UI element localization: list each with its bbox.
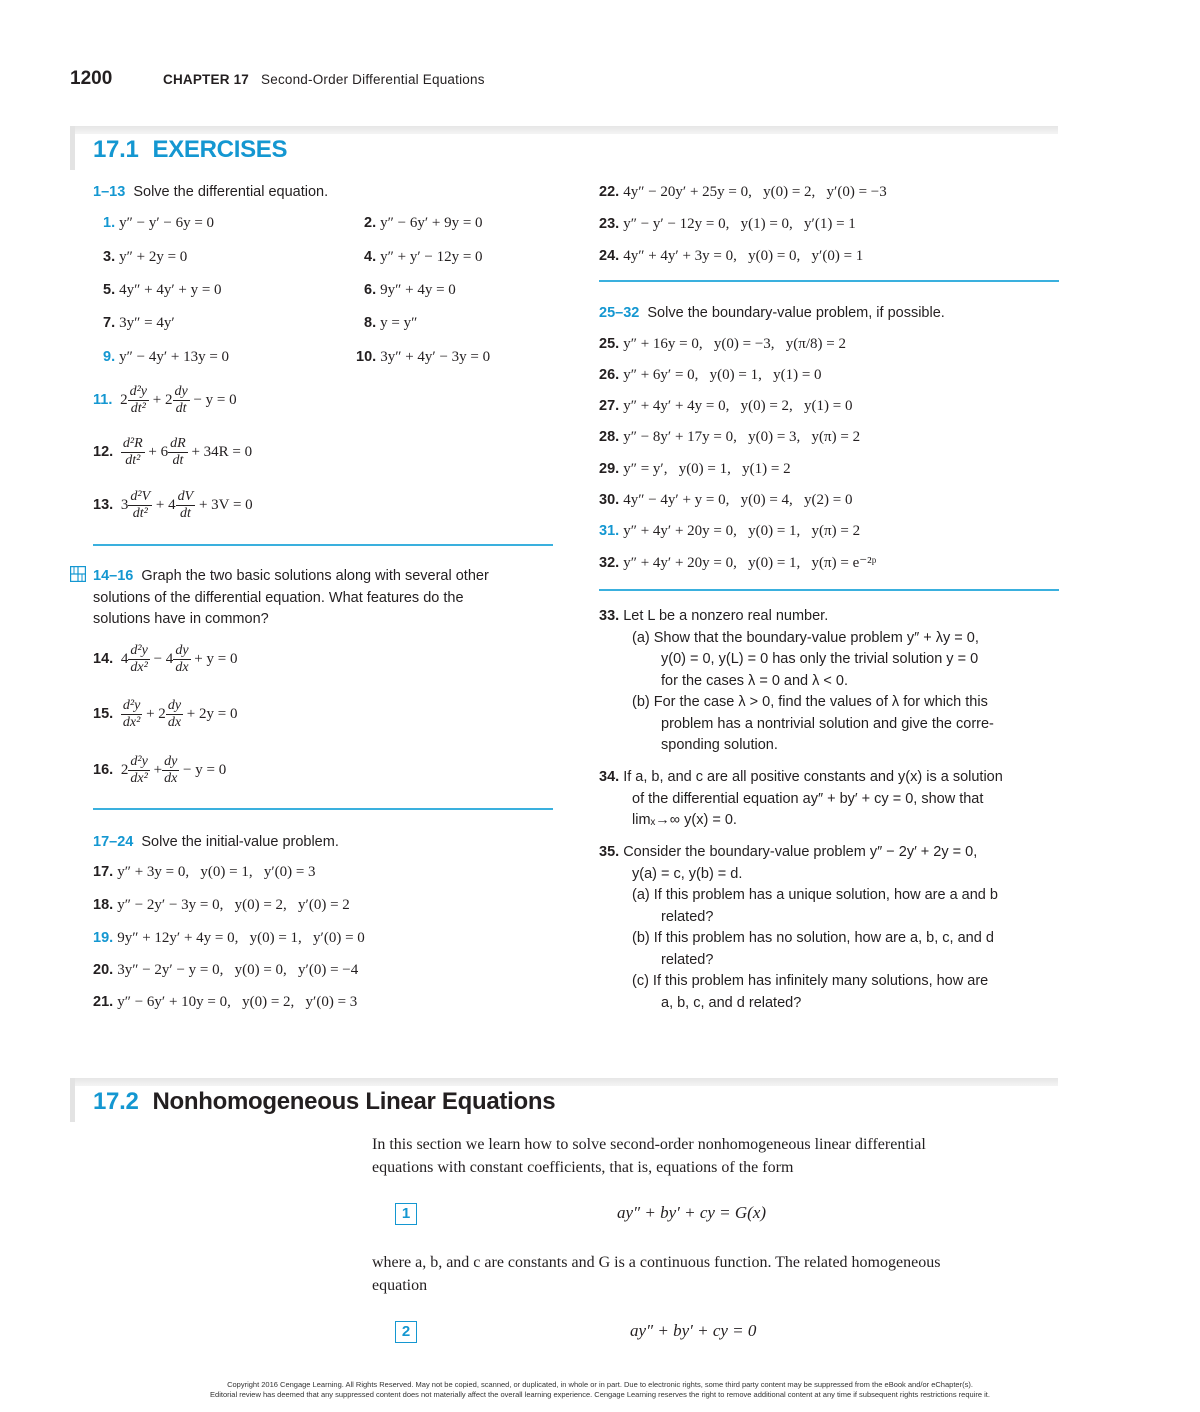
exercise-equation: y = y″ <box>380 315 418 331</box>
exercise-equation: 4y″ + 4y′ + y = 0 <box>119 282 222 298</box>
exercise-item <box>599 522 860 540</box>
instruction-text: Solve the differential equation. <box>133 184 329 200</box>
section-paragraph <box>372 1251 940 1297</box>
exercise-line: (b) If this problem has no solution, how are a, b, c, and d <box>632 930 994 946</box>
denominator: dt² <box>132 506 148 521</box>
exercise-16 <box>93 754 226 787</box>
exercise-number: 30. <box>599 492 620 508</box>
range-label: 14–16 <box>93 568 134 584</box>
exercise-item <box>103 348 229 366</box>
denominator: dx² <box>122 715 141 730</box>
divider <box>599 280 1059 282</box>
exercise-number: 2. <box>364 215 377 231</box>
exercise-equation: y″ − 6y′ + 10y = 0, y(0) = 2, y′(0) = 3 <box>117 994 358 1010</box>
exercise-number: 28. <box>599 429 620 445</box>
exercise-number: 26. <box>599 367 620 383</box>
denominator: dt <box>175 401 187 416</box>
exercise-line-first <box>599 843 977 861</box>
exercise-13 <box>93 489 253 522</box>
fraction <box>121 436 145 469</box>
numerator: d²R <box>122 436 143 451</box>
exercise-item <box>364 314 417 332</box>
fraction <box>128 754 149 787</box>
exercise-number: 33. <box>599 608 620 624</box>
exercise-equation: 3y″ + 4y′ − 3y = 0 <box>380 349 491 365</box>
exercise-number: 34. <box>599 769 620 785</box>
exercise-line: (c) If this problem has infinitely many solutions, how are <box>632 973 989 989</box>
exercise-number: 27. <box>599 398 620 414</box>
exercise-item <box>93 863 316 881</box>
page-number: 1200 <box>70 68 113 89</box>
numerator: d²y <box>122 698 141 713</box>
fraction <box>173 384 190 417</box>
range-label: 1–13 <box>93 184 126 200</box>
exercise-number: 12. <box>93 443 114 460</box>
fraction <box>121 698 142 731</box>
chapter-label: CHAPTER 17 <box>163 72 250 87</box>
exercise-equation: y″ + 4y′ + 20y = 0, y(0) = 1, y(π) = e⁻²ᵖ <box>623 555 877 571</box>
exercise-equation: y″ + 2y = 0 <box>119 249 188 265</box>
numerator: dy <box>167 698 182 713</box>
paragraph-line: In this section we learn how to solve second-order nonhomogeneous linear differential <box>372 1136 926 1153</box>
exercise-number: 25. <box>599 336 620 352</box>
exercise-item <box>599 335 846 353</box>
divider <box>93 808 553 810</box>
equation-label-1: 1 <box>395 1203 417 1225</box>
exercise-number: 17. <box>93 864 114 880</box>
exercise-text: If a, b, and c are all positive constants and y(x) is a solution <box>619 769 1003 785</box>
equation-label-2: 2 <box>395 1321 417 1343</box>
running-header <box>163 72 485 87</box>
exercise-equation: y″ − y′ − 12y = 0, y(1) = 0, y′(1) = 1 <box>623 216 856 232</box>
exercise-item <box>599 183 887 201</box>
exercise-item <box>93 929 365 947</box>
section-band-edge <box>70 1078 75 1122</box>
numerator: dV <box>177 489 194 504</box>
denominator: dx² <box>130 771 148 786</box>
copyright-notice <box>0 1380 1200 1400</box>
equation-rest: − y = 0 <box>193 391 237 408</box>
exercise-item <box>103 281 222 299</box>
numerator: d²y <box>130 643 148 658</box>
exercise-item <box>356 348 490 366</box>
numerator: dR <box>170 436 186 451</box>
graphing-device-icon <box>70 566 86 582</box>
denominator: dt² <box>130 401 146 416</box>
exercise-number: 8. <box>364 315 377 331</box>
fraction <box>168 436 188 469</box>
exercise-line: (b) For the case λ > 0, find the values of λ for which this <box>632 694 988 710</box>
equation-rest: + y = 0 <box>194 650 238 667</box>
denominator: dx <box>167 715 182 730</box>
exercise-item <box>364 214 483 232</box>
section-band-edge <box>70 126 75 170</box>
exercise-line: sponding solution. <box>661 737 778 753</box>
exercise-number: 7. <box>103 315 116 331</box>
range-label: 25–32 <box>599 305 640 321</box>
exercise-line-first <box>599 607 828 625</box>
operator: + 4 <box>155 496 176 513</box>
exercise-number: 29. <box>599 461 620 477</box>
exercise-equation: y″ − 4y′ + 13y = 0 <box>119 349 230 365</box>
exercise-number: 13. <box>93 496 114 513</box>
operator: + 2 <box>152 391 173 408</box>
instruction-1-13 <box>93 183 328 201</box>
exercise-equation: y″ − y′ − 6y = 0 <box>119 215 215 231</box>
exercise-equation: 4y″ − 20y′ + 25y = 0, y(0) = 2, y′(0) = −3 <box>623 184 887 200</box>
exercise-number: 6. <box>364 282 377 298</box>
equation-rest: + 34R = 0 <box>191 443 253 460</box>
exercise-number: 1. <box>103 215 116 231</box>
exercise-item <box>103 214 214 232</box>
exercise-number: 16. <box>93 761 114 778</box>
exercise-12 <box>93 436 252 469</box>
equation-rest: + 2y = 0 <box>186 705 238 722</box>
exercise-text: Let L be a nonzero real number. <box>619 608 829 624</box>
instruction-25-32 <box>599 304 945 322</box>
chapter-title: Second-Order Differential Equations <box>261 72 485 87</box>
exercises-number: 17.1 <box>93 136 139 163</box>
divider <box>599 589 1059 591</box>
exercise-item <box>599 460 791 478</box>
denominator: dx <box>164 771 178 786</box>
fraction <box>176 489 196 522</box>
coef: 2 <box>120 391 128 408</box>
exercise-item <box>364 248 483 266</box>
instruction-line: solutions have in common? <box>93 611 269 627</box>
exercise-line: for the cases λ = 0 and λ < 0. <box>661 672 848 689</box>
display-equation-2: ay″ + by′ + cy = 0 <box>630 1321 757 1340</box>
exercise-line: limₓ→∞ y(x) = 0. <box>632 812 737 828</box>
exercise-item <box>103 314 175 332</box>
operator: − 4 <box>153 650 174 667</box>
exercise-number: 4. <box>364 249 377 265</box>
exercise-number: 10. <box>356 349 377 365</box>
operator: + 2 <box>146 705 166 722</box>
exercise-equation: 4y″ + 4y′ + 3y = 0, y(0) = 0, y′(0) = 1 <box>623 248 864 264</box>
section-number: 17.2 <box>93 1088 139 1115</box>
copyright-line: Editorial review has deemed that any suppressed content does not materially affect the overall learning experience. Cengage Learning reserves the right to remove additional content at any time if subsequent rights restrictions require it. <box>210 1390 990 1399</box>
exercise-number: 23. <box>599 216 620 232</box>
numerator: d²y <box>130 754 148 769</box>
exercise-equation: y″ − 2y′ − 3y = 0, y(0) = 2, y′(0) = 2 <box>117 897 350 913</box>
exercise-line-first <box>599 768 1003 786</box>
exercise-number: 21. <box>93 994 114 1010</box>
instruction-17-24 <box>93 833 339 851</box>
exercise-number: 32. <box>599 555 620 571</box>
fraction <box>128 489 152 522</box>
exercise-equation: y″ + 16y = 0, y(0) = −3, y(π/8) = 2 <box>623 336 846 352</box>
fraction <box>173 643 190 676</box>
exercise-item <box>599 215 856 233</box>
exercise-equation: 4y″ − 4y′ + y = 0, y(0) = 4, y(2) = 0 <box>623 492 853 508</box>
exercise-item <box>103 248 187 266</box>
paragraph-line: equations with constant coefficients, that is, equations of the form <box>372 1159 794 1176</box>
exercise-equation: y″ + 3y = 0, y(0) = 1, y′(0) = 3 <box>117 864 316 880</box>
equation-rest: − y = 0 <box>183 761 227 778</box>
exercise-item <box>93 993 357 1011</box>
exercise-equation: y″ + y′ − 12y = 0 <box>380 249 483 265</box>
exercise-line: (a) If this problem has a unique solution, how are a and b <box>632 887 998 903</box>
section-17-2-title <box>93 1088 555 1116</box>
exercise-equation: y″ − 6y′ + 9y = 0 <box>380 215 483 231</box>
exercise-line: problem has a nontrivial solution and give the corre- <box>661 715 994 732</box>
exercise-line: related? <box>661 908 714 925</box>
exercise-number: 22. <box>599 184 620 200</box>
denominator: dx <box>175 660 189 675</box>
section-band <box>70 126 1058 134</box>
exercise-number: 9. <box>103 349 116 365</box>
exercise-item <box>93 896 350 914</box>
exercise-number: 11. <box>93 391 113 408</box>
exercise-15 <box>93 698 237 731</box>
operator: + <box>153 761 163 778</box>
exercise-line: of the differential equation ay″ + by′ + cy = 0, show that <box>632 790 984 807</box>
copyright-line: Copyright 2016 Cengage Learning. All Rights Reserved. May not be copied, scanned, or duplicated, in whole or in part. Due to electronic rights, some third party content may be suppressed from the eBook and/or eChapter(s). <box>227 1380 973 1389</box>
exercise-item <box>599 554 876 572</box>
fraction <box>166 698 183 731</box>
exercise-equation: 3y″ − 2y′ − y = 0, y(0) = 0, y′(0) = −4 <box>117 962 359 978</box>
exercises-heading: EXERCISES <box>152 136 288 163</box>
exercise-number: 19. <box>93 930 114 946</box>
paragraph-line: equation <box>372 1277 428 1294</box>
exercise-item <box>599 247 863 265</box>
section-band <box>70 1078 1058 1086</box>
exercise-text: Consider the boundary-value problem y″ − 2y′ + 2y = 0, <box>619 844 978 860</box>
section-heading: Nonhomogeneous Linear Equations <box>152 1088 556 1115</box>
exercise-number: 24. <box>599 248 620 264</box>
exercise-equation: y″ + 4y′ + 20y = 0, y(0) = 1, y(π) = 2 <box>623 523 861 539</box>
exercise-14 <box>93 643 237 676</box>
exercise-number: 5. <box>103 282 116 298</box>
denominator: dt <box>172 453 184 468</box>
denominator: dx² <box>130 660 148 675</box>
instruction-line: solutions of the differential equation. What features do the <box>93 589 464 606</box>
numerator: d²y <box>129 384 148 399</box>
exercise-item <box>599 366 822 384</box>
exercise-line: y(a) = c, y(b) = d. <box>632 865 743 882</box>
numerator: d²V <box>130 489 151 504</box>
exercise-item <box>93 961 358 979</box>
exercise-number: 3. <box>103 249 116 265</box>
range-label: 17–24 <box>93 834 134 850</box>
exercise-item <box>599 491 853 509</box>
fraction <box>128 384 149 417</box>
instruction-14-16 <box>93 566 489 631</box>
exercise-line: related? <box>661 951 714 968</box>
display-equation-1: ay″ + by′ + cy = G(x) <box>617 1203 767 1222</box>
exercise-line: (a) Show that the boundary-value problem y″ + λy = 0, <box>632 629 979 646</box>
exercise-11 <box>93 384 237 417</box>
numerator: dy <box>164 754 178 769</box>
numerator: dy <box>174 384 188 399</box>
numerator: dy <box>175 643 189 658</box>
paragraph-line: where a, b, and c are constants and G is a continuous function. The related homogeneous <box>372 1254 941 1271</box>
exercise-equation: 3y″ = 4y′ <box>119 315 175 331</box>
exercises-title <box>93 136 287 164</box>
exercise-line: a, b, c, and d related? <box>661 994 802 1011</box>
instruction-text: Solve the boundary-value problem, if possible. <box>647 305 945 321</box>
instruction-line: Graph the two basic solutions along with several other <box>141 568 489 584</box>
coef: 2 <box>120 761 129 778</box>
exercise-equation: y″ + 6y′ = 0, y(0) = 1, y(1) = 0 <box>623 367 822 383</box>
exercise-item <box>599 428 860 446</box>
exercise-number: 18. <box>93 897 114 913</box>
operator: + 6 <box>148 443 169 460</box>
section-intro <box>372 1133 926 1179</box>
exercise-equation: y″ = y′, y(0) = 1, y(1) = 2 <box>623 461 791 477</box>
exercise-number: 31. <box>599 523 620 539</box>
exercise-number: 14. <box>93 650 114 667</box>
exercise-equation: 9y″ + 4y = 0 <box>380 282 456 298</box>
denominator: dt <box>179 506 191 521</box>
denominator: dt² <box>125 453 141 468</box>
fraction <box>162 754 179 787</box>
equation-rest: + 3V = 0 <box>198 496 253 513</box>
exercise-item <box>599 397 853 415</box>
exercise-number: 20. <box>93 962 114 978</box>
fraction <box>128 643 149 676</box>
exercise-number: 35. <box>599 844 620 860</box>
exercise-equation: y″ + 4y′ + 4y = 0, y(0) = 2, y(1) = 0 <box>623 398 853 414</box>
instruction-text: Solve the initial-value problem. <box>141 834 339 850</box>
exercise-item <box>364 281 456 299</box>
exercise-line: y(0) = 0, y(L) = 0 has only the trivial solution y = 0 <box>661 651 979 667</box>
exercise-number: 15. <box>93 705 114 722</box>
coef: 3 <box>120 496 129 513</box>
divider <box>93 544 553 546</box>
exercise-equation: y″ − 8y′ + 17y = 0, y(0) = 3, y(π) = 2 <box>623 429 861 445</box>
exercise-equation: 9y″ + 12y′ + 4y = 0, y(0) = 1, y′(0) = 0 <box>117 930 365 946</box>
coef: 4 <box>120 650 129 667</box>
